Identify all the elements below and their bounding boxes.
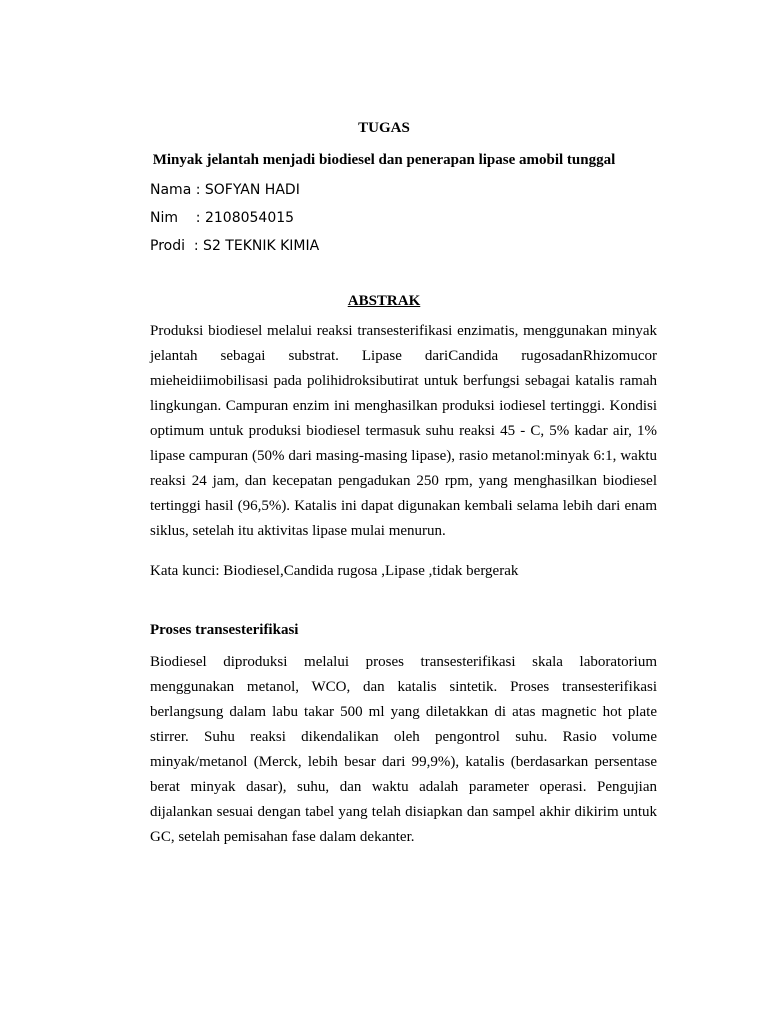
keywords-line: Kata kunci: Biodiesel,Candida rugosa ,Lipase ,tidak bergerak bbox=[150, 563, 519, 579]
identity-prodi: Prodi : S2 TEKNIK KIMIA bbox=[150, 238, 320, 254]
identity-nama: Nama : SOFYAN HADI bbox=[150, 182, 300, 198]
section-paragraph: Biodiesel diproduksi melalui proses transesterifikasi skala laboratorium menggunakan metanol, WCO, dan katalis sintetik. Proses transesterifikasi berlangsung dalam labu takar 500 ml yang diletakkan di atas magnetic hot plate stirrer. Suhu reaksi dikendalikan oleh pengontrol suhu. Rasio volume minyak/metanol (Merck, lebih besar dari 99,9%), katalis (berdasarkan persentase berat minyak dasar), suhu, dan waktu adalah parameter operasi. Pengujian dijalankan sesuai dengan tabel yang telah disiapkan dan sampel akhir dikirim untuk GC, setelah pemisahan fase dalam dekanter. bbox=[150, 654, 657, 845]
document-subtitle: Minyak jelantah menjadi biodiesel dan penerapan lipase amobil tunggal bbox=[152, 152, 616, 168]
abstract-paragraph: Produksi biodiesel melalui reaksi transesterifikasi enzimatis, menggunakan minyak jelantah sebagai substrat. Lipase dariCandida rugosadanRhizomucor mieheidiimobilisasi pada polihidroksibutirat untuk berfungsi sebagai katalis ramah lingkungan. Campuran enzim ini menghasilkan produksi iodiesel tertinggi. Kondisi optimum untuk produksi biodiesel termasuk suhu reaksi 45 - C, 5% kadar air, 1% lipase campuran (50% dari masing-masing lipase), rasio metanol:minyak 6:1, waktu reaksi 24 jam, dan kecepatan pengadukan 250 rpm, yang menghasilkan biodiesel tertinggi hasil (96,5%). Katalis ini dapat digunakan kembali selama lebih dari enam siklus, setelah itu aktivitas lipase mulai menurun. bbox=[150, 323, 657, 539]
identity-nim: Nim : 2108054015 bbox=[150, 210, 295, 226]
section-heading: Proses transesterifikasi bbox=[150, 622, 299, 638]
abstract-heading: ABSTRAK bbox=[347, 293, 421, 309]
document-title: TUGAS bbox=[358, 120, 410, 136]
